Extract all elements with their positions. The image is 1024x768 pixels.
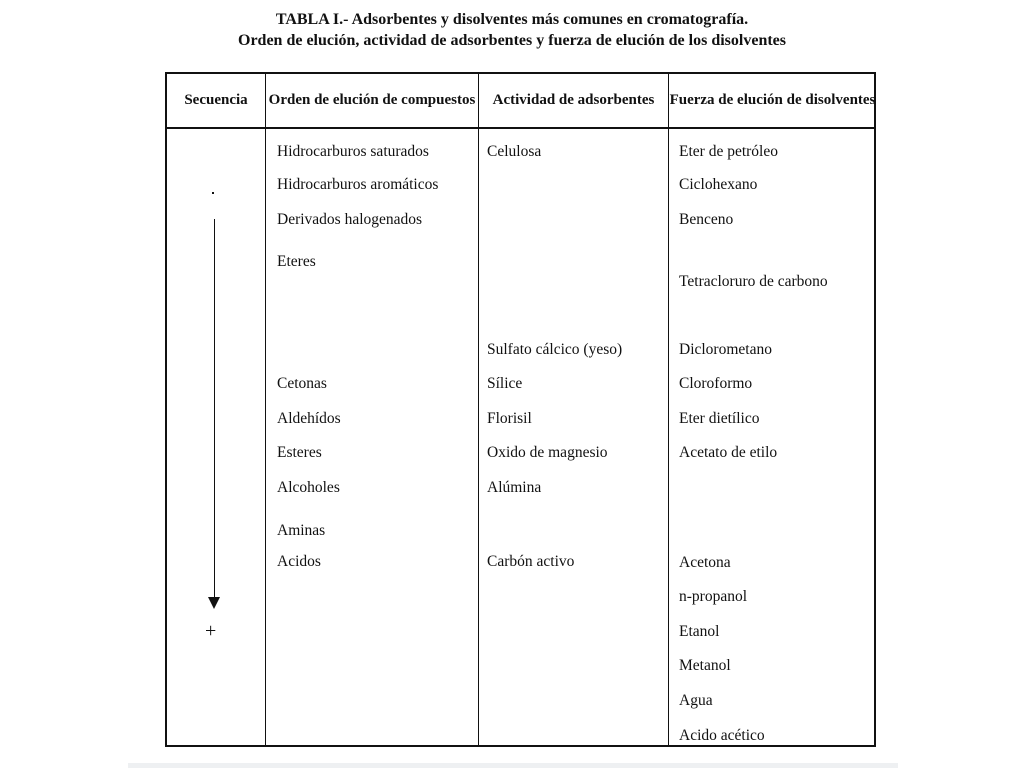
title-line-2: Orden de elución, actividad de adsorbentes y fuerza de elución de los disolventes	[238, 32, 786, 49]
fuerza-item: Eter dietílico	[679, 410, 760, 427]
fuerza-item: Metanol	[679, 657, 731, 674]
actividad-item: Alúmina	[487, 479, 542, 496]
fuerza-item: Tetracloruro de carbono	[679, 273, 828, 290]
column-divider	[265, 74, 266, 745]
fuerza-item: Etanol	[679, 623, 720, 640]
fuerza-item: Cloroformo	[679, 375, 753, 392]
orden-item: Aminas	[277, 522, 326, 539]
header-divider	[167, 127, 874, 129]
header-orden-elucion: Orden de elución de compuestos	[268, 92, 476, 108]
fuerza-item: Acido acético	[679, 727, 765, 744]
table-title	[0, 9, 1024, 51]
header-actividad-adsorbentes: Actividad de adsorbentes	[492, 92, 655, 108]
fuerza-item: Acetona	[679, 554, 731, 571]
fuerza-item: Acetato de etilo	[679, 444, 778, 461]
fuerza-item: Benceno	[679, 211, 734, 228]
fuerza-item: n-propanol	[679, 588, 748, 605]
fuerza-item: Agua	[679, 692, 713, 709]
header-fuerza-elucion: Fuerza de elución de disolventes	[669, 92, 876, 108]
bottom-strip	[128, 763, 898, 768]
actividad-item: Celulosa	[487, 143, 542, 160]
column-divider	[478, 74, 479, 745]
actividad-item: Sílice	[487, 375, 523, 392]
actividad-item: Florisil	[487, 410, 532, 427]
fuerza-item: Eter de petróleo	[679, 143, 778, 160]
orden-item: Acidos	[277, 553, 321, 570]
orden-item: Eteres	[277, 253, 316, 270]
actividad-item: Sulfato cálcico (yeso)	[487, 341, 623, 358]
sequence-start-minus	[212, 192, 214, 194]
sequence-arrow-shaft	[214, 219, 216, 599]
actividad-item: Oxido de magnesio	[487, 444, 608, 461]
chromatography-table	[165, 72, 876, 747]
header-secuencia: Secuencia	[184, 92, 248, 108]
sequence-arrow-head-icon	[208, 597, 220, 609]
column-divider	[668, 74, 669, 745]
orden-item: Hidrocarburos aromáticos	[277, 176, 439, 193]
sequence-end-plus: +	[205, 620, 217, 642]
orden-item: Derivados halogenados	[277, 211, 423, 228]
orden-item: Hidrocarburos saturados	[277, 143, 429, 160]
title-line-1: TABLA I.- Adsorbentes y disolventes más comunes en cromatografía.	[275, 11, 749, 28]
fuerza-item: Diclorometano	[679, 341, 772, 358]
orden-item: Cetonas	[277, 375, 327, 392]
actividad-item: Carbón activo	[487, 553, 575, 570]
orden-item: Alcoholes	[277, 479, 340, 496]
fuerza-item: Ciclohexano	[679, 176, 758, 193]
orden-item: Aldehídos	[277, 410, 341, 427]
orden-item: Esteres	[277, 444, 322, 461]
